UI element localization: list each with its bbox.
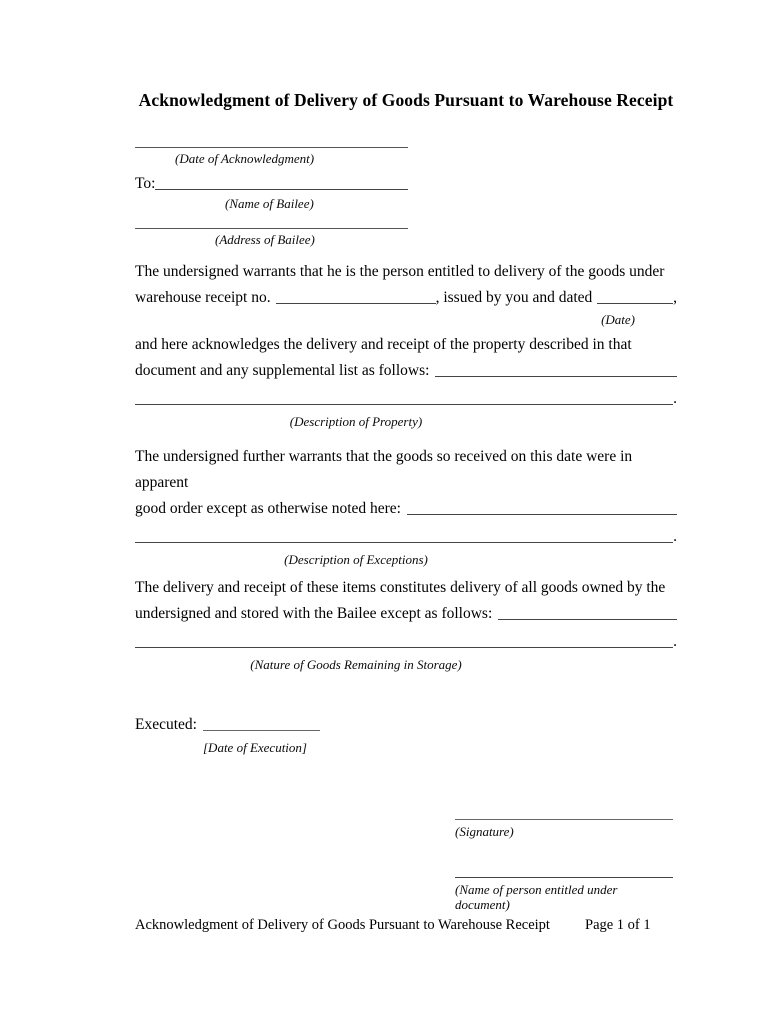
document-content <box>135 0 677 912</box>
property-description-caption: (Description of Property) <box>289 414 423 429</box>
paragraph-acknowledges-line2: document and any supplemental list as follows: <box>135 362 430 379</box>
remaining-goods-field-1[interactable] <box>498 605 677 620</box>
bailee-address-field[interactable] <box>135 212 408 229</box>
paragraph-further-warrants-line1: The undersigned further warrants that the goods so received on this date were in apparent <box>135 448 633 491</box>
paragraph-acknowledges <box>135 332 677 384</box>
issue-date-field[interactable] <box>597 289 673 304</box>
paragraph-further-warrants-line2: good order except as otherwise noted here: <box>135 500 401 517</box>
entitled-name-caption: (Name of person entitled under document) <box>455 882 618 912</box>
to-label: To: <box>135 175 156 192</box>
property-description-field-1[interactable] <box>435 362 677 377</box>
paragraph-warrants-line1: The undersigned warrants that he is the person entitled to delivery of the goods under <box>135 263 665 280</box>
exceptions-period: . <box>673 528 677 545</box>
receipt-number-field[interactable] <box>276 289 436 304</box>
paragraph-warrants-line2a: warehouse receipt no. <box>135 289 271 306</box>
remaining-goods-period: . <box>673 633 677 650</box>
paragraph-delivery-receipt-line1: The delivery and receipt of these items constitutes delivery of all goods owned by the <box>135 579 666 596</box>
entitled-name-field[interactable] <box>455 861 673 878</box>
date-of-acknowledgment-field[interactable] <box>135 131 408 148</box>
signature-caption: (Signature) <box>455 824 514 839</box>
paragraph-acknowledges-line1: and here acknowledges the delivery and receipt of the property described in that <box>135 336 632 353</box>
paragraph-delivery-receipt-line2: undersigned and stored with the Bailee except as follows: <box>135 605 493 622</box>
date-of-acknowledgment-caption: (Date of Acknowledgment) <box>175 151 315 166</box>
property-period: . <box>673 390 677 407</box>
footer-document-title: Acknowledgment of Delivery of Goods Pursuant to Warehouse Receipt <box>135 917 550 933</box>
date-caption: (Date) <box>601 312 635 327</box>
document-title: Acknowledgment of Delivery of Goods Pursuant to Warehouse Receipt <box>138 90 674 110</box>
executed-label: Executed: <box>135 716 197 733</box>
execution-date-field[interactable] <box>203 716 320 731</box>
bailee-address-caption: (Address of Bailee) <box>215 232 315 247</box>
property-description-field-2[interactable] <box>135 390 673 405</box>
signature-field[interactable] <box>455 803 673 820</box>
execution-date-caption: [Date of Execution] <box>203 740 307 755</box>
paragraph-warrants-line2c: , <box>673 289 677 306</box>
paragraph-warrants-line2b: , issued by you and dated <box>435 289 593 306</box>
bailee-name-caption: (Name of Bailee) <box>225 196 314 211</box>
bailee-name-field[interactable] <box>155 175 408 190</box>
paragraph-further-warrants <box>135 444 677 522</box>
exceptions-caption: (Description of Exceptions) <box>284 552 428 567</box>
remaining-goods-field-2[interactable] <box>135 633 673 648</box>
exceptions-field-1[interactable] <box>407 500 677 515</box>
paragraph-delivery-receipt <box>135 575 677 627</box>
remaining-goods-caption: (Nature of Goods Remaining in Storage) <box>250 657 462 672</box>
page-footer <box>135 916 677 934</box>
paragraph-warrants <box>135 259 677 311</box>
exceptions-field-2[interactable] <box>135 528 673 543</box>
footer-page-number: Page 1 of 1 <box>585 917 651 933</box>
